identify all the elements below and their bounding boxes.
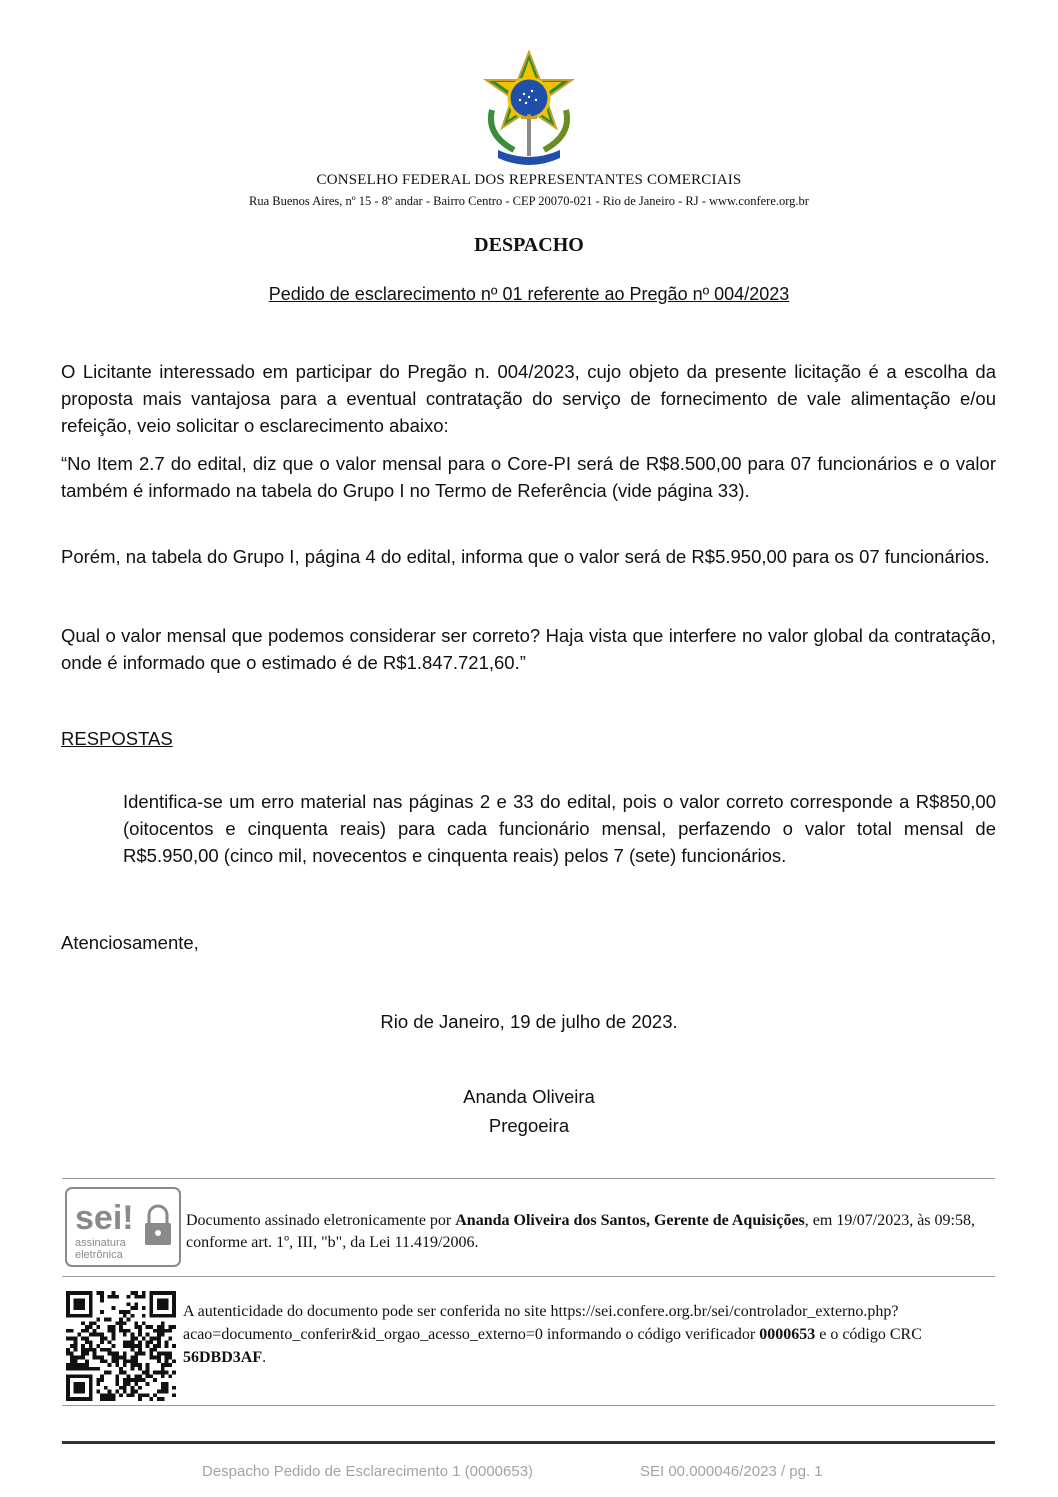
paragraph-intro: O Licitante interessado em participar do Pregão n. 004/2023, cujo objeto da presente licitação é a escolha da proposta mais vantajosa para a eventual contratação do serviço de fornecimento de vale alimentação e/ou refeição, veio solicitar o esclarecimento abaixo:	[61, 361, 996, 436]
brazil-coat-of-arms-icon	[476, 50, 582, 168]
signature-signer: Ananda Oliveira dos Santos, Gerente de Aquisições	[455, 1212, 805, 1229]
sei-logo-sub-text-1: assinatura	[75, 1237, 126, 1249]
sei-logo-main-text: sei!	[75, 1199, 134, 1237]
response-text: Identifica-se um erro material nas páginas 2 e 33 do edital, pois o valor correto corresponde a R$850,00 (oitocentos e cinquenta reais) para cada funcionário mensal, perfazendo o valor total mensal de R$5.950,00 (cinco mil, novecentos e cinquenta reais) pelos 7 (sete) funcionários.	[123, 791, 996, 866]
authenticity-statement-prefix: A autenticidade do documento pode ser conferida no site https://sei.confere.org.br/sei/controlador_externo.php?acao=documento_conferir&id_orgao_acesso_externo=0 informando o código verificador	[183, 1303, 899, 1343]
footer-document-ref: Despacho Pedido de Esclarecimento 1 (0000653)	[202, 1463, 534, 1480]
organization-address: Rua Buenos Aires, nº 15 - 8º andar - Bairro Centro - CEP 20070-021 - Rio de Janeiro - RJ - www.confere.org.br	[249, 194, 809, 208]
sei-logo-sub-text-2: eletrônica	[75, 1249, 123, 1261]
divider-top	[62, 1178, 995, 1179]
crc-code: 56DBD3AF	[183, 1349, 263, 1366]
divider-bottom	[62, 1405, 995, 1406]
signature-statement-prefix: Documento assinado eletronicamente por	[186, 1212, 456, 1229]
signature-statement	[186, 1210, 986, 1254]
qr-code-icon	[66, 1291, 176, 1401]
paragraph-quote-1: “No Item 2.7 do edital, diz que o valor mensal para o Core-PI será de R$8.500,00 para 07 funcionários e o valor também é informado na tabela do Grupo I no Termo de Referência (vide página 33).	[61, 453, 996, 501]
authenticity-statement-middle: e o código CRC	[815, 1326, 922, 1343]
document-title: DESPACHO	[474, 234, 584, 256]
paragraph-quote-3: Qual o valor mensal que podemos considerar ser correto? Haja vista que interfere no valor global da contratação, onde é informado que o estimado é de R$1.847.721,60.”	[61, 625, 996, 673]
authenticity-statement-suffix: .	[262, 1349, 267, 1366]
signer-role: Pregoeira	[488, 1115, 570, 1136]
paragraph-quote-2: Porém, na tabela do Grupo I, página 4 do edital, informa que o valor será de R$5.950,00 para os 07 funcionários.	[61, 546, 990, 567]
authenticity-statement	[183, 1300, 988, 1369]
divider-middle	[62, 1276, 995, 1277]
sei-signature-logo-icon	[65, 1187, 181, 1267]
footer-rule	[62, 1441, 995, 1444]
organization-name: CONSELHO FEDERAL DOS REPRESENTANTES COMERCIAIS	[316, 172, 742, 188]
document-subtitle: Pedido de esclarecimento nº 01 referente ao Pregão nº 004/2023	[268, 284, 790, 304]
verifier-code: 0000653	[759, 1326, 816, 1343]
place-and-date: Rio de Janeiro, 19 de julho de 2023.	[380, 1011, 678, 1032]
footer-process-page: SEI 00.000046/2023 / pg. 1	[640, 1463, 823, 1480]
responses-heading: RESPOSTAS	[61, 728, 173, 749]
signer-name: Ananda Oliveira	[463, 1086, 595, 1107]
closing-salutation: Atenciosamente,	[61, 932, 199, 953]
signature-statement-suffix: , em 19/07/2023, às 09:58, conforme art. 1º, III, "b", da Lei 11.419/2006.	[186, 1212, 975, 1251]
